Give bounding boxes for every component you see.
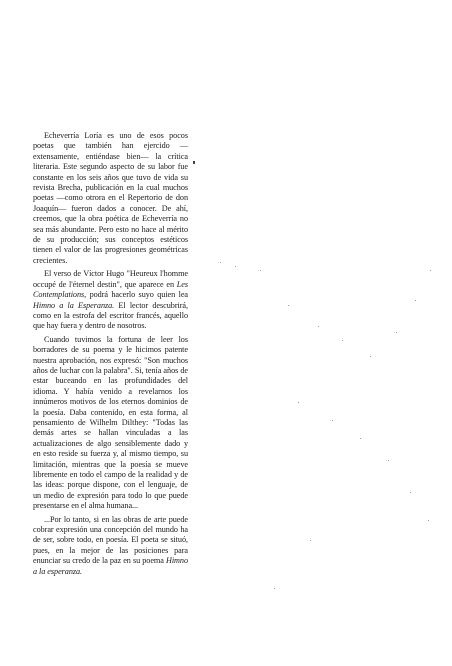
speck — [220, 262, 221, 263]
paragraph-2-text-c: El lector descubrirá, como en la estrofa del escritor francés, aquello que hay fuera y dentro de nosotros. — [33, 300, 188, 331]
speck — [288, 305, 289, 306]
paragraph-4 — [33, 515, 188, 577]
poem-title-himno: Himno a la Esperanza. — [33, 300, 115, 310]
speck — [428, 520, 429, 521]
paragraph-2 — [33, 269, 188, 331]
book-title-les-contemplations: Les Contemplations, — [33, 279, 188, 300]
paragraph-3 — [33, 335, 188, 512]
paragraph-1 — [33, 131, 188, 266]
blank-facing-page — [200, 0, 452, 666]
speck — [260, 270, 261, 271]
speck — [410, 492, 411, 493]
paragraph-1-text: Echeverría Loría es uno de esos pocos poetas que también han ejercido —extensamente, entiéndase bien— la crítica literaria. Este segundo aspecto de su labor fue constante en los seis años que tuvo de vida su revista Brecha, publicación en la cual muchos poetas —como otrora en el Repertorio de don Joaquín— fueron dados a conocer. De ahí, creemos, que la obra poética de Echeverría no sea más abundante. Pero esto no hace al mérito de su producción; sus conceptos estéticos tienen el valor de las progresiones geométricas crecientes. — [33, 131, 188, 265]
speck — [274, 588, 275, 589]
speck — [360, 438, 361, 439]
speck — [370, 356, 371, 357]
speck — [388, 460, 389, 461]
speck — [415, 300, 416, 301]
speck — [332, 420, 333, 421]
paragraph-2-text-b: podrá hacerlo suyo quien lea — [86, 290, 188, 300]
poem-title-himno-closing: Himno a la esperanza. — [33, 556, 188, 576]
margin-mark — [193, 161, 195, 164]
speck — [318, 326, 319, 327]
paragraph-2-text-a: El verso de Víctor Hugo "Heureux l'homme occupé de l'éternel destin", que aparece en — [33, 269, 188, 289]
paragraph-4-text-a: ...Por lo tanto, si en las obras de arte puede cobrar expresión una concepción del mundo ha de ser, sobre todo, en poesía. El poeta se situó, pues, en la mejor de las posiciones para enunciar su credo de la paz en su poema — [33, 514, 188, 566]
paragraph-3-text: Cuando tuvimos la fortuna de leer los borradores de su poema y le hicimos patente nuestra aprobación, nos expresó: "Son muchos años de luchar con la palabra". Si, tenía años de estar buceando en las profundidades del idioma. Y había venido a revelarnos los innúmeros motivos de los eternos dominios de la poesía. Daba contenido, en esta forma, al pensamiento de Wilhelm Dilthey: "Todas las demás artes se hallan vinculadas a las actualizaciones de algo sensiblemente dado y en esto reside su fuerza y, al mismo tiempo, su limitación, mientras que la poesía se mueve libremente en todo el campo de la realidad y de las ideas: porque dispone, con el lenguaje, de un medio de expresión para todo lo que puede presentarse en el alma humana... — [33, 334, 188, 511]
speck — [235, 266, 236, 267]
speck — [430, 270, 431, 271]
speck — [396, 332, 397, 333]
text-column — [33, 131, 188, 580]
speck — [298, 402, 299, 403]
speck — [310, 540, 311, 541]
speck — [342, 340, 343, 341]
